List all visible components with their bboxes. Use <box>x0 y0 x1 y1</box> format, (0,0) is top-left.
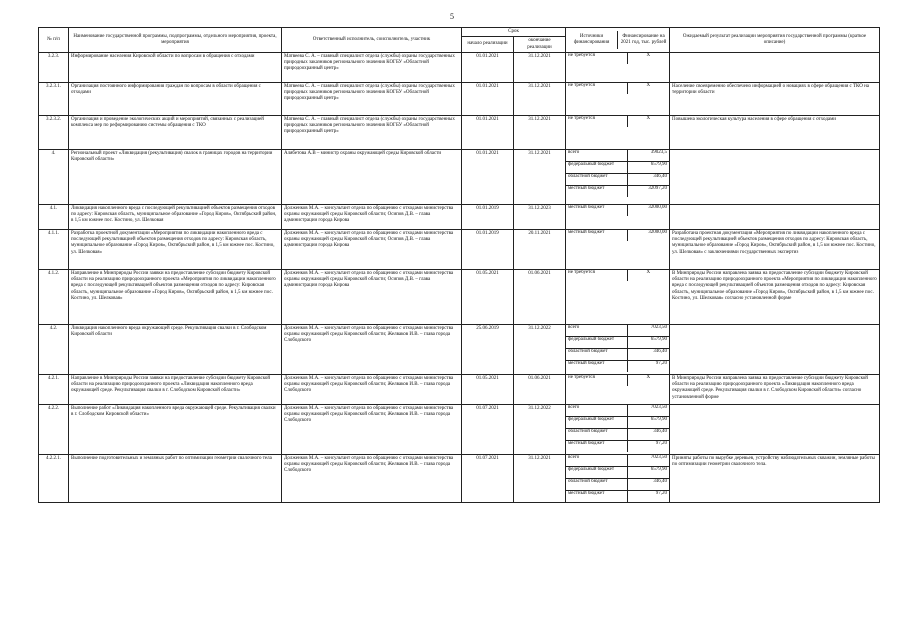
financing-amount: 346,40 <box>627 348 669 360</box>
row-name: Ликвидация накопленного вреда окружающей среде. Рекультивация свалки в г. Слободском Кировской области <box>69 324 282 374</box>
header-source: Источники финансирования <box>566 31 618 49</box>
row-number: 4.2. <box>39 324 69 374</box>
table-row <box>39 404 880 454</box>
financing-amount: X <box>646 82 651 88</box>
financing-amount: 32000,00 <box>648 229 668 235</box>
row-responsible: Алябетова А.В – министр охраны окружающей среды Кировской области <box>282 149 462 204</box>
row-result: В Минприроды России направлена заявка на предоставление субсидии бюджету Кировской области на реализацию природоохранного проекта «Ликвидация накопленного вреда окружающей среде. Рекультивация свалки в г. Слободском Кировской области» согласно установленной форме <box>670 374 880 404</box>
row-responsible: Долженков М.А. – консультант отдела по обращению с отходами министерства охраны окружающей среды Кировской области; Осипов Д.В. – глава администрации города Кирова <box>282 229 462 269</box>
table-row <box>39 374 880 404</box>
financing-source: местный бюджет <box>566 230 627 241</box>
financing-amount: 7023,50 <box>627 455 669 467</box>
row-financing <box>566 82 670 115</box>
row-end-date: 31.12.2021 <box>514 115 566 149</box>
row-start-date: 01.01.2019 <box>462 229 514 269</box>
row-number: 4.1.1. <box>39 229 69 269</box>
financing-source: областной бюджет <box>566 478 627 490</box>
financing-source: не требуется <box>566 270 627 281</box>
financing-source: не требуется <box>566 53 627 64</box>
row-responsible: Матвеева С. А. – главный специалист отдела (службы) охраны государственных природных заказников регионального значения КОГБУ «Областной природоохранный центр» <box>282 52 462 82</box>
financing-amount: 32097,20 <box>648 185 668 191</box>
program-table <box>38 27 880 503</box>
table-row <box>39 149 880 204</box>
financing-amount: 6579,90 <box>627 336 669 348</box>
financing-source: не требуется <box>566 375 627 386</box>
row-result: Повышена экологическая культура населения в сфере обращения с отходами <box>670 115 880 149</box>
header-responsible: Ответственный исполнитель, соисполнитель, участник <box>282 28 462 53</box>
row-name: Выполнение подготовительных и земляных работ по оптимизации геометрии свалочного тела <box>69 454 282 502</box>
row-financing <box>566 269 670 324</box>
row-responsible: Долженков М.А. – консультант отдела по обращению с отходами министерства охраны окружающей среды Кировской области; Осипов Д.В. – глава администрации города Кирова <box>282 269 462 324</box>
row-start-date: 01.01.2021 <box>462 149 514 204</box>
financing-amount: 97,20 <box>655 360 668 366</box>
table-row <box>39 204 880 229</box>
row-name: Региональный проект «Ликвидация (рекультивация) свалок в границах городов на территории Кировской области» <box>69 149 282 204</box>
header-end: окончание реализации <box>514 37 566 53</box>
header-num: № п/п <box>39 28 69 53</box>
row-responsible: Долженков М.А. – консультант отдела по обращению с отходами министерства охраны окружающей среды Кировской области; Желваков И.В. – глава города Слободского <box>282 404 462 454</box>
row-result <box>670 149 880 204</box>
row-result <box>670 404 880 454</box>
header-financing <box>566 28 670 53</box>
row-end-date: 31.12.2021 <box>514 82 566 115</box>
financing-source: местный бюджет <box>566 360 627 372</box>
row-name: Направление в Минприроды России заявки на предоставление субсидии бюджету Кировской области на реализацию природоохранного проекта «Мероприятия по ликвидации накопленного вреда с последующей рекультивацией объектов размещения отходов по адресу: Кировская область, муниципальное образование «Город Киров», Октябрьский район, в 1,5 км южнее пос. Костино, ул. Шелковая» <box>69 269 282 324</box>
financing-amount: 346,40 <box>627 173 669 185</box>
financing-amount: 32000,00 <box>648 204 668 210</box>
row-responsible: Матвеева С. А. – главный специалист отдела (службы) охраны государственных природных заказников регионального значения КОГБУ «Областной природоохранный центр» <box>282 115 462 149</box>
row-number: 3.2.3.1. <box>39 82 69 115</box>
row-name: Организация постоянного информирования граждан по вопросам в области обращения с отходами <box>69 82 282 115</box>
financing-source: не требуется <box>566 116 627 127</box>
row-name: Информирование населения Кировской области по вопросам в обращения с отходами <box>69 52 282 82</box>
row-end-date: 31.12.2021 <box>514 454 566 502</box>
financing-amount: 346,40 <box>627 478 669 490</box>
row-financing <box>566 324 670 374</box>
row-start-date: 01.01.2021 <box>462 115 514 149</box>
row-number: 4.2.2. <box>39 404 69 454</box>
header-term: Срок <box>462 28 566 37</box>
financing-source: местный бюджет <box>566 185 627 197</box>
row-responsible: Матвеева С. А. – главный специалист отдела (службы) охраны государственных природных заказников регионального значения КОГБУ «Областной природоохранный центр» <box>282 82 462 115</box>
row-start-date: 01.01.2021 <box>462 82 514 115</box>
financing-source: федеральный бюджет <box>566 466 627 478</box>
financing-source: областной бюджет <box>566 173 627 185</box>
financing-source: федеральный бюджет <box>566 416 627 428</box>
row-responsible: Долженков М.А. – консультант отдела по обращению с отходами министерства охраны окружающей среды Кировской области; Желваков И.В. – глава города Слободского <box>282 324 462 374</box>
financing-source: областной бюджет <box>566 348 627 360</box>
row-number: 3.2.3. <box>39 52 69 82</box>
row-number: 3.2.3.2. <box>39 115 69 149</box>
row-start-date: 01.05.2021 <box>462 269 514 324</box>
financing-amount: 7023,50 <box>627 325 669 337</box>
row-result: Приняты работы по вырубке деревьев, устройству наблюдательных скважин, земляные работы по оптимизации геометрии свалочного тела. <box>670 454 880 502</box>
row-start-date: 25.06.2019 <box>462 324 514 374</box>
row-number: 4.1. <box>39 204 69 229</box>
financing-amount: X <box>646 115 651 121</box>
financing-amount: 6579,90 <box>627 161 669 173</box>
row-end-date: 31.12.2023 <box>514 204 566 229</box>
financing-amount: X <box>646 374 651 380</box>
row-start-date: 01.01.2021 <box>462 52 514 82</box>
header-name: Наименование государственной программы, подпрограммы, отдельного мероприятия, проекта, мероприятия <box>69 28 282 53</box>
financing-source: местный бюджет <box>566 205 627 216</box>
row-result: Разработана проектная документация «Мероприятия по ликвидации накопленного вреда с последующей рекультивацией объектов размещения отходов по адресу: Кировская область, муниципальное образование «Город Киров», Октябрьский район, в 1,5 км южнее пос. Костино, ул. Шелковая» с заключениями государственных экспертиз <box>670 229 880 269</box>
row-end-date: 20.11.2021 <box>514 229 566 269</box>
row-financing <box>566 454 670 502</box>
row-financing <box>566 115 670 149</box>
row-name: Выполнение работ «Ликвидация накопленного вреда окружающей среде. Рекультивация свалки в г. Слободском Кировской области» <box>69 404 282 454</box>
table-row <box>39 82 880 115</box>
table-row <box>39 229 880 269</box>
financing-amount: X <box>646 269 651 275</box>
table-row <box>39 324 880 374</box>
header-result: Ожидаемый результат реализации мероприятия государственной программы (краткое описание) <box>670 28 880 53</box>
row-result <box>670 52 880 82</box>
financing-source: всего <box>566 325 627 337</box>
row-result <box>670 324 880 374</box>
header-start: начало реализации <box>462 37 514 53</box>
row-result: Население своевременно обеспечено информацией о новациях в сфере обращения с ТКО на территории области <box>670 82 880 115</box>
row-end-date: 31.12.2022 <box>514 404 566 454</box>
financing-amount: 6579,90 <box>627 466 669 478</box>
row-end-date: 01.06.2021 <box>514 269 566 324</box>
row-financing <box>566 149 670 204</box>
row-start-date: 01.07.2021 <box>462 404 514 454</box>
row-responsible: Долженков М.А. – консультант отдела по обращению с отходами министерства охраны окружающей среды Кировской области; Осипов Д.В. – глава администрации города Кирова <box>282 204 462 229</box>
row-financing <box>566 52 670 82</box>
row-end-date: 01.06.2021 <box>514 374 566 404</box>
table-row <box>39 52 880 82</box>
header-amount: Финансирование на 2021 год, тыс. рублей <box>620 33 667 45</box>
financing-source: не требуется <box>566 83 627 94</box>
financing-source: всего <box>566 455 627 467</box>
financing-amount: 39023,5 <box>627 150 669 162</box>
financing-source: областной бюджет <box>566 428 627 440</box>
row-responsible: Долженков М.А. – консультант отдела по обращению с отходами министерства охраны окружающей среды Кировской области; Желваков И.В. – глава города Слободского <box>282 454 462 502</box>
row-number: 4.1.2. <box>39 269 69 324</box>
row-end-date: 31.12.2021 <box>514 149 566 204</box>
financing-amount: 97,20 <box>655 490 668 496</box>
financing-source: федеральный бюджет <box>566 336 627 348</box>
row-name: Разработка проектной документации «Мероприятия по ликвидации накопленного вреда с последующей рекультивацией объектов размещения отходов по адресу: Кировская область, муниципальное образование «Город Киров», Октябрьский район, в 1,5 км южнее пос. Костино, ул. Шелковая» <box>69 229 282 269</box>
row-result: В Минприроды России направлена заявка на предоставление субсидии бюджету Кировской области на реализацию природоохранного проекта «Мероприятия по ликвидации накопленного вреда с последующей рекультивацией объектов размещения отходов по адресу: Кировская область, муниципальное образование «Город Киров», Октябрьский район, в 1,5 км южнее пос. Костино, ул. Шелковая» согласно установленной форме <box>670 269 880 324</box>
table-row <box>39 269 880 324</box>
table-row <box>39 115 880 149</box>
row-number: 4.2.1. <box>39 374 69 404</box>
row-start-date: 01.05.2021 <box>462 374 514 404</box>
row-financing <box>566 229 670 269</box>
row-number: 4. <box>39 149 69 204</box>
row-financing <box>566 204 670 229</box>
row-name: Организация и проведение экологических акций и мероприятий, связанных с реализацией комплекса мер по реформированию системы обращения с ТКО <box>69 115 282 149</box>
row-name: Направление в Минприроды России заявки на предоставление субсидии бюджету Кировской области на реализацию природоохранного проекта «Ликвидация накопленного вреда окружающей среде. Рекультивация свалки в г. Слободском Кировской области» <box>69 374 282 404</box>
row-number: 4.2.2.1. <box>39 454 69 502</box>
row-financing <box>566 404 670 454</box>
financing-source: федеральный бюджет <box>566 161 627 173</box>
row-start-date: 01.01.2019 <box>462 204 514 229</box>
row-start-date: 01.07.2021 <box>462 454 514 502</box>
row-financing <box>566 374 670 404</box>
financing-source: местный бюджет <box>566 490 627 502</box>
page-number: 5 <box>450 12 454 21</box>
financing-source: всего <box>566 405 627 417</box>
financing-amount: 97,20 <box>655 440 668 446</box>
row-end-date: 31.12.2022 <box>514 324 566 374</box>
row-name: Ликвидация накопленного вреда с последующей рекультивацией объектов размещения отходов по адресу: Кировская область, муниципальное образование «Город Киров», Октябрьский район, в 1,5 км южнее пос. Костино, ул. Шелковая <box>69 204 282 229</box>
row-responsible: Долженков М.А. – консультант отдела по обращению с отходами министерства охраны окружающей среды Кировской области; Желваков И.В. – глава города Слободского <box>282 374 462 404</box>
table-row <box>39 454 880 502</box>
financing-amount: 346,40 <box>627 428 669 440</box>
row-result <box>670 204 880 229</box>
financing-source: всего <box>566 150 627 162</box>
financing-amount: 6579,90 <box>627 416 669 428</box>
financing-source: местный бюджет <box>566 440 627 452</box>
financing-amount: X <box>646 52 651 58</box>
financing-amount: 7023,50 <box>627 405 669 417</box>
row-end-date: 31.12.2021 <box>514 52 566 82</box>
